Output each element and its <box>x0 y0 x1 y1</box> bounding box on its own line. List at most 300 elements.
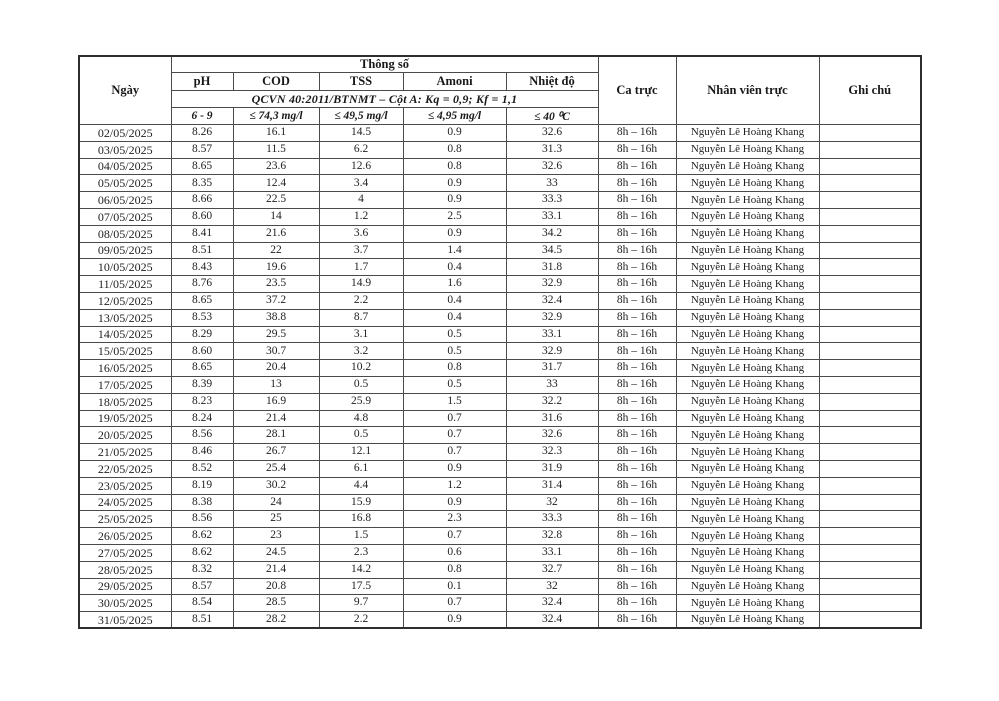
cell-staff: Nguyễn Lê Hoàng Khang <box>676 410 819 427</box>
cell-date: 23/05/2025 <box>79 477 171 494</box>
cell-date: 21/05/2025 <box>79 444 171 461</box>
cell-temp: 33.1 <box>506 326 598 343</box>
cell-ph: 8.57 <box>171 141 233 158</box>
col-header-date: Ngày <box>79 56 171 125</box>
cell-shift: 8h – 16h <box>598 561 676 578</box>
cell-date: 04/05/2025 <box>79 158 171 175</box>
cell-temp: 32.6 <box>506 125 598 142</box>
cell-temp: 32.8 <box>506 528 598 545</box>
cell-date: 10/05/2025 <box>79 259 171 276</box>
cell-date: 28/05/2025 <box>79 561 171 578</box>
cell-temp: 31.7 <box>506 360 598 377</box>
cell-staff: Nguyễn Lê Hoàng Khang <box>676 141 819 158</box>
cell-ph: 8.19 <box>171 477 233 494</box>
cell-date: 29/05/2025 <box>79 578 171 595</box>
cell-shift: 8h – 16h <box>598 477 676 494</box>
cell-tss: 15.9 <box>319 494 403 511</box>
cell-cod: 28.2 <box>233 612 319 629</box>
table-row <box>79 175 921 192</box>
cell-temp: 31.3 <box>506 141 598 158</box>
cell-shift: 8h – 16h <box>598 444 676 461</box>
cell-staff: Nguyễn Lê Hoàng Khang <box>676 360 819 377</box>
cell-note <box>819 427 921 444</box>
cell-note <box>819 343 921 360</box>
cell-staff: Nguyễn Lê Hoàng Khang <box>676 259 819 276</box>
cell-cod: 21.4 <box>233 561 319 578</box>
cell-shift: 8h – 16h <box>598 326 676 343</box>
table-row <box>79 292 921 309</box>
cell-amoni: 1.4 <box>403 242 506 259</box>
cell-date: 09/05/2025 <box>79 242 171 259</box>
cell-cod: 28.5 <box>233 595 319 612</box>
cell-ph: 8.26 <box>171 125 233 142</box>
cell-tss: 2.2 <box>319 292 403 309</box>
table-row <box>79 309 921 326</box>
cell-staff: Nguyễn Lê Hoàng Khang <box>676 326 819 343</box>
cell-date: 06/05/2025 <box>79 192 171 209</box>
cell-cod: 22.5 <box>233 192 319 209</box>
cell-cod: 11.5 <box>233 141 319 158</box>
cell-staff: Nguyễn Lê Hoàng Khang <box>676 192 819 209</box>
cell-cod: 30.7 <box>233 343 319 360</box>
cell-ph: 8.57 <box>171 578 233 595</box>
cell-staff: Nguyễn Lê Hoàng Khang <box>676 158 819 175</box>
cell-tss: 14.2 <box>319 561 403 578</box>
cell-shift: 8h – 16h <box>598 192 676 209</box>
cell-tss: 25.9 <box>319 393 403 410</box>
table-row <box>79 125 921 142</box>
cell-staff: Nguyễn Lê Hoàng Khang <box>676 242 819 259</box>
table-row <box>79 225 921 242</box>
col-header-notes: Ghi chú <box>819 56 921 125</box>
cell-amoni: 0.7 <box>403 410 506 427</box>
cell-amoni: 0.1 <box>403 578 506 595</box>
cell-temp: 31.4 <box>506 477 598 494</box>
cell-temp: 33.1 <box>506 208 598 225</box>
cell-note <box>819 561 921 578</box>
cell-cod: 20.4 <box>233 360 319 377</box>
cell-tss: 9.7 <box>319 595 403 612</box>
cell-amoni: 0.4 <box>403 259 506 276</box>
cell-shift: 8h – 16h <box>598 595 676 612</box>
cell-date: 05/05/2025 <box>79 175 171 192</box>
table-row <box>79 511 921 528</box>
cell-cod: 25 <box>233 511 319 528</box>
col-header-amoni: Amoni <box>403 73 506 91</box>
cell-amoni: 1.2 <box>403 477 506 494</box>
cell-cod: 22 <box>233 242 319 259</box>
cell-ph: 8.51 <box>171 242 233 259</box>
cell-note <box>819 360 921 377</box>
table-row <box>79 376 921 393</box>
table-row <box>79 343 921 360</box>
cell-staff: Nguyễn Lê Hoàng Khang <box>676 528 819 545</box>
cell-staff: Nguyễn Lê Hoàng Khang <box>676 292 819 309</box>
cell-ph: 8.51 <box>171 612 233 629</box>
cell-ph: 8.32 <box>171 561 233 578</box>
cell-tss: 3.1 <box>319 326 403 343</box>
table-row <box>79 528 921 545</box>
cell-shift: 8h – 16h <box>598 158 676 175</box>
cell-tss: 10.2 <box>319 360 403 377</box>
cell-staff: Nguyễn Lê Hoàng Khang <box>676 427 819 444</box>
table-row <box>79 494 921 511</box>
cell-cod: 20.8 <box>233 578 319 595</box>
cell-ph: 8.24 <box>171 410 233 427</box>
table-row <box>79 561 921 578</box>
cell-tss: 3.7 <box>319 242 403 259</box>
cell-cod: 21.6 <box>233 225 319 242</box>
cell-note <box>819 192 921 209</box>
cell-temp: 31.8 <box>506 259 598 276</box>
cell-amoni: 0.4 <box>403 292 506 309</box>
cell-temp: 33.3 <box>506 511 598 528</box>
cell-note <box>819 612 921 629</box>
cell-tss: 3.4 <box>319 175 403 192</box>
cell-ph: 8.52 <box>171 460 233 477</box>
cell-tss: 17.5 <box>319 578 403 595</box>
cell-amoni: 0.9 <box>403 125 506 142</box>
table-row <box>79 460 921 477</box>
cell-shift: 8h – 16h <box>598 259 676 276</box>
cell-shift: 8h – 16h <box>598 292 676 309</box>
col-group-params: Thông số <box>171 56 598 73</box>
cell-note <box>819 494 921 511</box>
cell-tss: 2.3 <box>319 544 403 561</box>
cell-temp: 32.6 <box>506 158 598 175</box>
cell-date: 11/05/2025 <box>79 276 171 293</box>
cell-temp: 32.9 <box>506 309 598 326</box>
cell-temp: 32 <box>506 578 598 595</box>
cell-shift: 8h – 16h <box>598 141 676 158</box>
cell-amoni: 0.8 <box>403 360 506 377</box>
cell-note <box>819 528 921 545</box>
cell-staff: Nguyễn Lê Hoàng Khang <box>676 477 819 494</box>
table-row <box>79 595 921 612</box>
cell-temp: 32.9 <box>506 343 598 360</box>
cell-temp: 34.5 <box>506 242 598 259</box>
standard-reference: QCVN 40:2011/BTNMT – Cột A: Kq = 0,9; Kf = 1,1 <box>171 91 598 108</box>
cell-ph: 8.35 <box>171 175 233 192</box>
col-header-temp: Nhiệt độ <box>506 73 598 91</box>
cell-staff: Nguyễn Lê Hoàng Khang <box>676 544 819 561</box>
cell-tss: 2.2 <box>319 612 403 629</box>
cell-shift: 8h – 16h <box>598 544 676 561</box>
cell-date: 19/05/2025 <box>79 410 171 427</box>
cell-amoni: 0.5 <box>403 343 506 360</box>
cell-shift: 8h – 16h <box>598 427 676 444</box>
cell-tss: 3.2 <box>319 343 403 360</box>
cell-tss: 12.6 <box>319 158 403 175</box>
cell-tss: 4.4 <box>319 477 403 494</box>
cell-tss: 14.5 <box>319 125 403 142</box>
cell-shift: 8h – 16h <box>598 309 676 326</box>
cell-temp: 31.9 <box>506 460 598 477</box>
cell-staff: Nguyễn Lê Hoàng Khang <box>676 578 819 595</box>
cell-temp: 33.3 <box>506 192 598 209</box>
cell-note <box>819 595 921 612</box>
cell-shift: 8h – 16h <box>598 393 676 410</box>
cell-temp: 32.7 <box>506 561 598 578</box>
cell-cod: 19.6 <box>233 259 319 276</box>
cell-temp: 32 <box>506 494 598 511</box>
cell-amoni: 0.8 <box>403 158 506 175</box>
cell-tss: 0.5 <box>319 427 403 444</box>
table-row <box>79 612 921 629</box>
cell-note <box>819 376 921 393</box>
cell-shift: 8h – 16h <box>598 410 676 427</box>
cell-amoni: 0.4 <box>403 309 506 326</box>
table-row <box>79 410 921 427</box>
cell-date: 18/05/2025 <box>79 393 171 410</box>
cell-temp: 32.9 <box>506 276 598 293</box>
cell-staff: Nguyễn Lê Hoàng Khang <box>676 612 819 629</box>
cell-date: 22/05/2025 <box>79 460 171 477</box>
table-row <box>79 276 921 293</box>
cell-tss: 12.1 <box>319 444 403 461</box>
cell-cod: 16.1 <box>233 125 319 142</box>
cell-staff: Nguyễn Lê Hoàng Khang <box>676 225 819 242</box>
cell-cod: 23.6 <box>233 158 319 175</box>
cell-ph: 8.62 <box>171 528 233 545</box>
cell-note <box>819 225 921 242</box>
cell-staff: Nguyễn Lê Hoàng Khang <box>676 393 819 410</box>
cell-staff: Nguyễn Lê Hoàng Khang <box>676 125 819 142</box>
col-header-cod: COD <box>233 73 319 91</box>
table-row <box>79 477 921 494</box>
cell-ph: 8.76 <box>171 276 233 293</box>
cell-tss: 4.8 <box>319 410 403 427</box>
table-row <box>79 360 921 377</box>
cell-date: 30/05/2025 <box>79 595 171 612</box>
cell-date: 16/05/2025 <box>79 360 171 377</box>
cell-tss: 1.7 <box>319 259 403 276</box>
limit-ph: 6 - 9 <box>171 108 233 125</box>
cell-tss: 8.7 <box>319 309 403 326</box>
cell-shift: 8h – 16h <box>598 175 676 192</box>
cell-cod: 24 <box>233 494 319 511</box>
table-header <box>79 56 921 125</box>
cell-cod: 24.5 <box>233 544 319 561</box>
table-row <box>79 393 921 410</box>
cell-note <box>819 309 921 326</box>
cell-note <box>819 460 921 477</box>
cell-cod: 21.4 <box>233 410 319 427</box>
cell-cod: 38.8 <box>233 309 319 326</box>
table-row <box>79 141 921 158</box>
cell-cod: 12.4 <box>233 175 319 192</box>
cell-tss: 1.5 <box>319 528 403 545</box>
cell-temp: 32.4 <box>506 612 598 629</box>
cell-date: 03/05/2025 <box>79 141 171 158</box>
cell-shift: 8h – 16h <box>598 360 676 377</box>
cell-tss: 3.6 <box>319 225 403 242</box>
cell-tss: 6.2 <box>319 141 403 158</box>
cell-ph: 8.38 <box>171 494 233 511</box>
cell-shift: 8h – 16h <box>598 528 676 545</box>
cell-amoni: 0.9 <box>403 612 506 629</box>
limit-temp: ≤ 40 ⁰C <box>506 108 598 125</box>
cell-ph: 8.60 <box>171 343 233 360</box>
cell-temp: 32.6 <box>506 427 598 444</box>
cell-staff: Nguyễn Lê Hoàng Khang <box>676 494 819 511</box>
cell-temp: 33 <box>506 175 598 192</box>
col-header-staff: Nhân viên trực <box>676 56 819 125</box>
cell-ph: 8.53 <box>171 309 233 326</box>
cell-amoni: 0.9 <box>403 225 506 242</box>
table-row <box>79 208 921 225</box>
cell-cod: 25.4 <box>233 460 319 477</box>
table-row <box>79 192 921 209</box>
cell-temp: 34.2 <box>506 225 598 242</box>
cell-shift: 8h – 16h <box>598 578 676 595</box>
cell-temp: 33.1 <box>506 544 598 561</box>
cell-amoni: 2.5 <box>403 208 506 225</box>
cell-ph: 8.65 <box>171 360 233 377</box>
cell-date: 17/05/2025 <box>79 376 171 393</box>
table-row <box>79 544 921 561</box>
cell-ph: 8.39 <box>171 376 233 393</box>
cell-date: 08/05/2025 <box>79 225 171 242</box>
cell-note <box>819 578 921 595</box>
cell-tss: 16.8 <box>319 511 403 528</box>
table-row <box>79 259 921 276</box>
cell-note <box>819 511 921 528</box>
cell-temp: 32.4 <box>506 292 598 309</box>
table-row <box>79 326 921 343</box>
cell-staff: Nguyễn Lê Hoàng Khang <box>676 595 819 612</box>
cell-ph: 8.56 <box>171 427 233 444</box>
cell-amoni: 0.7 <box>403 427 506 444</box>
cell-note <box>819 544 921 561</box>
cell-amoni: 0.9 <box>403 175 506 192</box>
cell-amoni: 0.9 <box>403 494 506 511</box>
cell-ph: 8.41 <box>171 225 233 242</box>
cell-date: 07/05/2025 <box>79 208 171 225</box>
col-header-ph: pH <box>171 73 233 91</box>
cell-temp: 32.3 <box>506 444 598 461</box>
table-row <box>79 242 921 259</box>
cell-cod: 14 <box>233 208 319 225</box>
cell-date: 02/05/2025 <box>79 125 171 142</box>
cell-cod: 26.7 <box>233 444 319 461</box>
cell-note <box>819 141 921 158</box>
cell-shift: 8h – 16h <box>598 125 676 142</box>
cell-shift: 8h – 16h <box>598 242 676 259</box>
table-row <box>79 158 921 175</box>
cell-date: 25/05/2025 <box>79 511 171 528</box>
cell-tss: 1.2 <box>319 208 403 225</box>
cell-temp: 32.4 <box>506 595 598 612</box>
limit-amoni: ≤ 4,95 mg/l <box>403 108 506 125</box>
cell-date: 12/05/2025 <box>79 292 171 309</box>
cell-note <box>819 242 921 259</box>
cell-shift: 8h – 16h <box>598 376 676 393</box>
cell-date: 24/05/2025 <box>79 494 171 511</box>
cell-ph: 8.60 <box>171 208 233 225</box>
cell-date: 27/05/2025 <box>79 544 171 561</box>
cell-shift: 8h – 16h <box>598 343 676 360</box>
cell-amoni: 0.9 <box>403 460 506 477</box>
col-header-tss: TSS <box>319 73 403 91</box>
cell-staff: Nguyễn Lê Hoàng Khang <box>676 444 819 461</box>
cell-ph: 8.54 <box>171 595 233 612</box>
cell-cod: 28.1 <box>233 427 319 444</box>
cell-amoni: 1.5 <box>403 393 506 410</box>
cell-ph: 8.65 <box>171 158 233 175</box>
cell-ph: 8.62 <box>171 544 233 561</box>
cell-shift: 8h – 16h <box>598 276 676 293</box>
cell-shift: 8h – 16h <box>598 225 676 242</box>
cell-cod: 23 <box>233 528 319 545</box>
cell-amoni: 1.6 <box>403 276 506 293</box>
cell-note <box>819 276 921 293</box>
cell-note <box>819 259 921 276</box>
limit-cod: ≤ 74,3 mg/l <box>233 108 319 125</box>
cell-staff: Nguyễn Lê Hoàng Khang <box>676 343 819 360</box>
cell-ph: 8.65 <box>171 292 233 309</box>
cell-date: 13/05/2025 <box>79 309 171 326</box>
cell-shift: 8h – 16h <box>598 208 676 225</box>
cell-note <box>819 326 921 343</box>
table-row <box>79 427 921 444</box>
cell-tss: 4 <box>319 192 403 209</box>
cell-cod: 23.5 <box>233 276 319 293</box>
cell-staff: Nguyễn Lê Hoàng Khang <box>676 309 819 326</box>
cell-note <box>819 175 921 192</box>
cell-date: 15/05/2025 <box>79 343 171 360</box>
cell-ph: 8.23 <box>171 393 233 410</box>
cell-note <box>819 393 921 410</box>
cell-amoni: 0.7 <box>403 595 506 612</box>
cell-staff: Nguyễn Lê Hoàng Khang <box>676 561 819 578</box>
cell-note <box>819 125 921 142</box>
cell-ph: 8.46 <box>171 444 233 461</box>
cell-note <box>819 158 921 175</box>
cell-amoni: 0.7 <box>403 528 506 545</box>
cell-shift: 8h – 16h <box>598 460 676 477</box>
cell-staff: Nguyễn Lê Hoàng Khang <box>676 175 819 192</box>
cell-amoni: 0.5 <box>403 376 506 393</box>
table-row <box>79 578 921 595</box>
cell-date: 20/05/2025 <box>79 427 171 444</box>
cell-cod: 13 <box>233 376 319 393</box>
cell-note <box>819 477 921 494</box>
cell-amoni: 0.9 <box>403 192 506 209</box>
cell-temp: 31.6 <box>506 410 598 427</box>
cell-tss: 0.5 <box>319 376 403 393</box>
cell-tss: 14.9 <box>319 276 403 293</box>
cell-tss: 6.1 <box>319 460 403 477</box>
cell-amoni: 0.8 <box>403 561 506 578</box>
cell-cod: 16.9 <box>233 393 319 410</box>
cell-ph: 8.66 <box>171 192 233 209</box>
cell-staff: Nguyễn Lê Hoàng Khang <box>676 276 819 293</box>
cell-shift: 8h – 16h <box>598 511 676 528</box>
cell-cod: 30.2 <box>233 477 319 494</box>
table-body <box>79 125 921 629</box>
cell-shift: 8h – 16h <box>598 494 676 511</box>
cell-note <box>819 444 921 461</box>
table-row <box>79 444 921 461</box>
col-header-shift: Ca trực <box>598 56 676 125</box>
cell-amoni: 2.3 <box>403 511 506 528</box>
cell-date: 14/05/2025 <box>79 326 171 343</box>
cell-staff: Nguyễn Lê Hoàng Khang <box>676 460 819 477</box>
cell-cod: 29.5 <box>233 326 319 343</box>
cell-amoni: 0.7 <box>403 444 506 461</box>
cell-ph: 8.29 <box>171 326 233 343</box>
